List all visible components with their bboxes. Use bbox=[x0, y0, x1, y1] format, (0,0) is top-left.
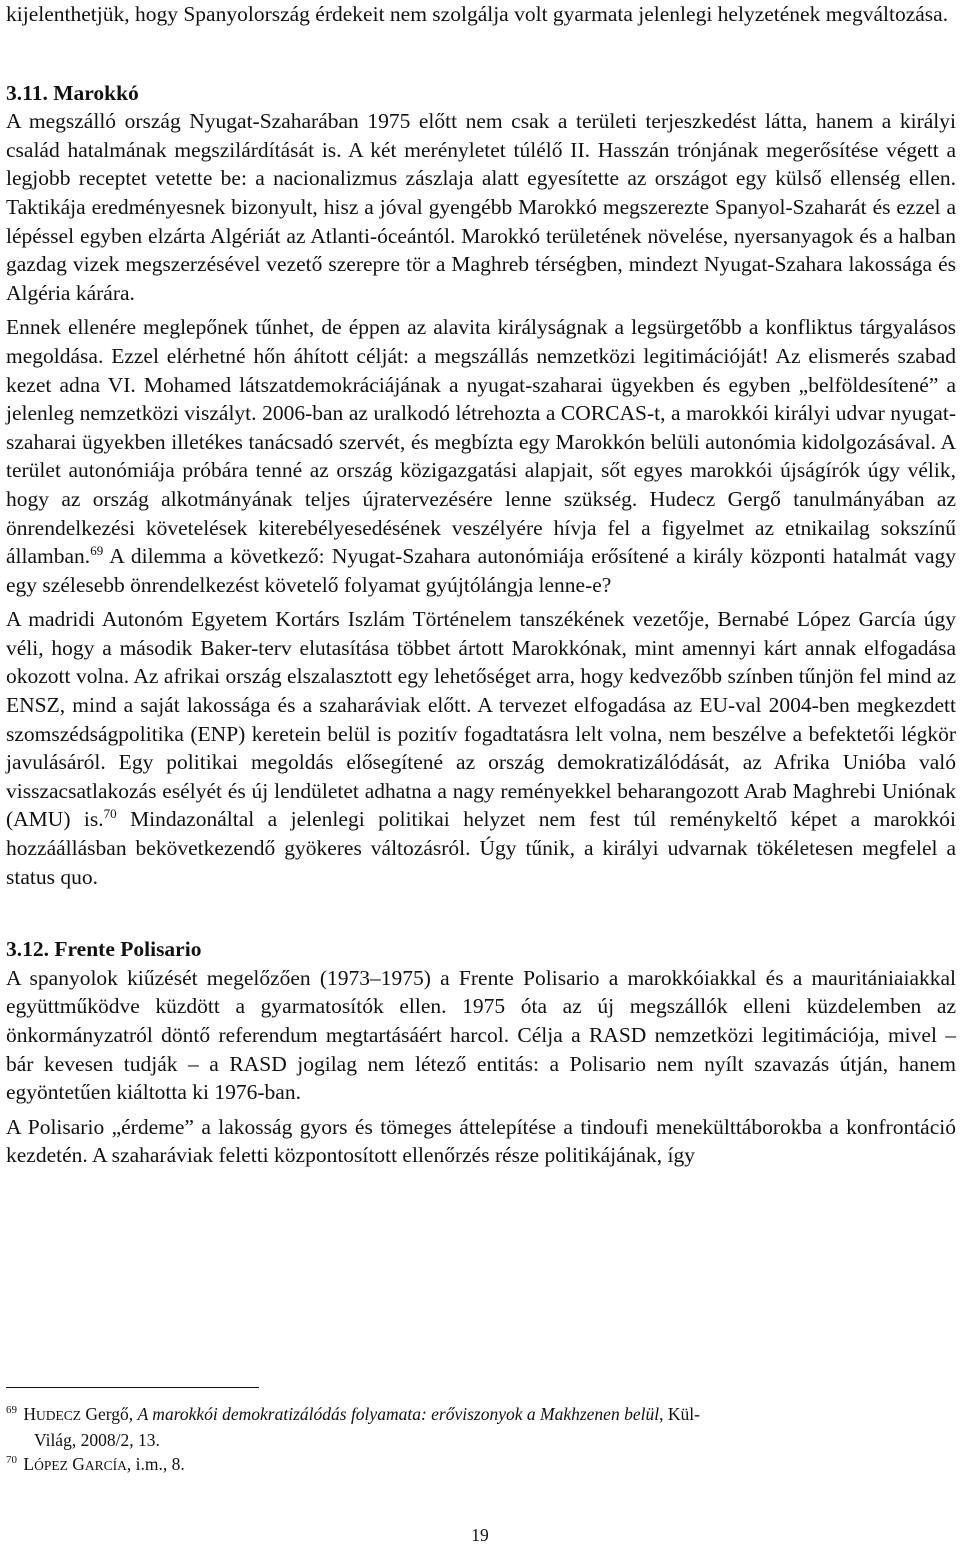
footnote-source: , i.m., 8. bbox=[126, 1454, 185, 1474]
paragraph-text: Mindazonáltal a jelenlegi politikai helyzet nem fest túl reménykeltő képet a marokkói hozzáállásban bekövetkezendő gyökeres változásról. Úgy tűnik, a királyi udvarnak tökéletesen megfelel a status quo. bbox=[6, 807, 956, 889]
footnote-source-cont: Világ, 2008/2, 13. bbox=[34, 1430, 160, 1450]
paragraph: A spanyolok kiűzését megelőzően (1973–1975) a Frente Polisario a marokkóiakkal és a mauritániaiakkal együttműködve küzdött a gyarmatosítók ellen. 1975 óta az új megszállók elleni küzdelemben az önkormányzatról döntő referendum megtartásáért harcol. Célja a RASD nemzetközi legitimációja, mivel – bár kevesen tudják – a RASD jogilag nem létező entitás: a Polisario nem nyílt szavazás útján, hanem egyöntetűen kiáltotta ki 1976-ban. bbox=[6, 965, 956, 1105]
footnote-separator bbox=[6, 1387, 259, 1388]
paragraph-text: A madridi Autonóm Egyetem Kortárs Iszlám Történelem tanszékének vezetője, Bernabé López García úgy véli, hogy a második Baker-terv elutasítása többet ártott Marokkónak, mint amennyi kárt annak elfogadása okozott volna. Az afrikai ország elszalasztott egy lehetőséget arra, hogy kedvezőbb színben tűnjön fel mind az ENSZ, mind a saját lakossága és a szaharáviak előtt. A tervezet elfogadása az EU-val 2004-ben megkezdett szomszédságpolitika (ENP) keretein belül is pozitív fogadtatásra lelt volna, nem beszélve a befektetői légkör javulásáról. Egy politikai megoldás elősegítené az ország demokratizálódását, az Afrika Unióba való visszacsatlakozás esélyét és új lendületet adhatna a nagy reményekkel beharangozott Arab Maghrebi Uniónak (AMU) is. bbox=[6, 607, 956, 832]
section-heading-3-11: 3.11. Marokkó bbox=[6, 80, 139, 105]
footnote-70 bbox=[6, 1452, 946, 1478]
footnote-title: A marokkói demokratizálódás folyamata: erőviszonyok a Makhzenen belül bbox=[137, 1404, 660, 1424]
continued-paragraph: kijelenthetjük, hogy Spanyolország érdekeit nem szolgálja volt gyarmata jelenlegi helyzetének megváltozása. bbox=[6, 2, 949, 26]
paragraph bbox=[6, 313, 956, 599]
paragraph: A megszálló ország Nyugat-Szaharában 1975 előtt nem csak a területi terjeszkedést látta, hanem a királyi család hatalmának megszilárdítását is. A két merényletet túlélő II. Hasszán trónjának megerősítése végett a legjobb receptet vetette be: a nacionalizmus zászlaja alatt egyesítette az országot egy külső ellenség ellen. Taktikája eredményesnek bizonyult, hisz a jóval gyengébb Marokkó megszerezte Spanyol-Szaharát és ezzel a lépéssel egyben elzárta Algériát az Atlanti-óceántól. Marokkó területének növelése, nyersanyagok és a halban gazdag vizek megszerzésével vezető szerepre tör a Maghreb térségben, mindezt Nyugat-Szahara lakossága és Algéria kárára. bbox=[6, 109, 956, 305]
document-page bbox=[6, 0, 956, 1170]
footnote-69 bbox=[6, 1402, 946, 1452]
paragraph-text: A dilemma a következő: Nyugat-Szahara autonómiája erősítené a király központi hatalmát vagy egy szélesebb önrendelkezést követelő folyamat gyújtólángja lenne-e? bbox=[6, 544, 956, 597]
paragraph-text: Ennek ellenére meglepőnek tűnhet, de éppen az alavita királyságnak a legsürgetőbb a konfliktus tárgyalásos megoldása. Ezzel elérhetné hőn áhított célját: a megszállás nemzetközi legitimációját! Az elismerés szabad kezet adna VI. Mohamed látszatdemokráciájának a nyugat-szaharai ügyekben és egyben „belföldesítené” a jelenleg nemzetközi viszályt. 2006-ban az uralkodó létrehozta a CORCAS-t, a marokkói királyi udvar nyugat-szaharai ügyekben illetékes tanácsadó szervét, és megbízta egy Marokkón belüli autonómia kidolgozásával. A terület autonómiája próbára tenné az ország közigazgatási alapjait, sőt egyes marokkói újságírók úgy vélik, hogy az ország alkotmányának teljes újratervezésére lenne szükség. Hudecz Gergő tanulmányában az önrendelkezési követelések kiterebélyesedésének veszélyére hívja fel a figyelmet az etnikailag sokszínű államban. bbox=[6, 315, 956, 569]
paragraph: A Polisario „érdeme” a lakosság gyors és tömeges áttelepítése a tindoufi menekülttáborokba a konfrontáció kezdetén. A szaharáviak feletti központosított ellenőrzés része politikájának, így bbox=[6, 1114, 956, 1168]
footnote-source: , Kül- bbox=[659, 1404, 700, 1424]
author-initial: L bbox=[23, 1454, 35, 1474]
footnote-number: 69 bbox=[6, 1404, 17, 1417]
author-initial: G bbox=[67, 1454, 85, 1474]
footnotes bbox=[6, 1402, 946, 1478]
author-initial: H bbox=[23, 1404, 37, 1424]
footnote-number: 70 bbox=[6, 1454, 17, 1467]
section-3-12-body bbox=[6, 964, 956, 1170]
footnote-ref-70[interactable]: 70 bbox=[103, 806, 117, 822]
section-heading-3-12: 3.12. Frente Polisario bbox=[6, 937, 202, 962]
author-surname-rest: ARCÍA bbox=[84, 1458, 127, 1473]
page-number: 19 bbox=[471, 1525, 489, 1545]
paragraph bbox=[6, 605, 956, 891]
author-given-name: Gergő, bbox=[81, 1404, 134, 1424]
section-3-11-body bbox=[6, 107, 956, 891]
author-surname-rest: UDECZ bbox=[36, 1408, 82, 1423]
author-surname-rest: ÓPEZ bbox=[34, 1458, 68, 1473]
footnote-ref-69[interactable]: 69 bbox=[90, 542, 104, 558]
